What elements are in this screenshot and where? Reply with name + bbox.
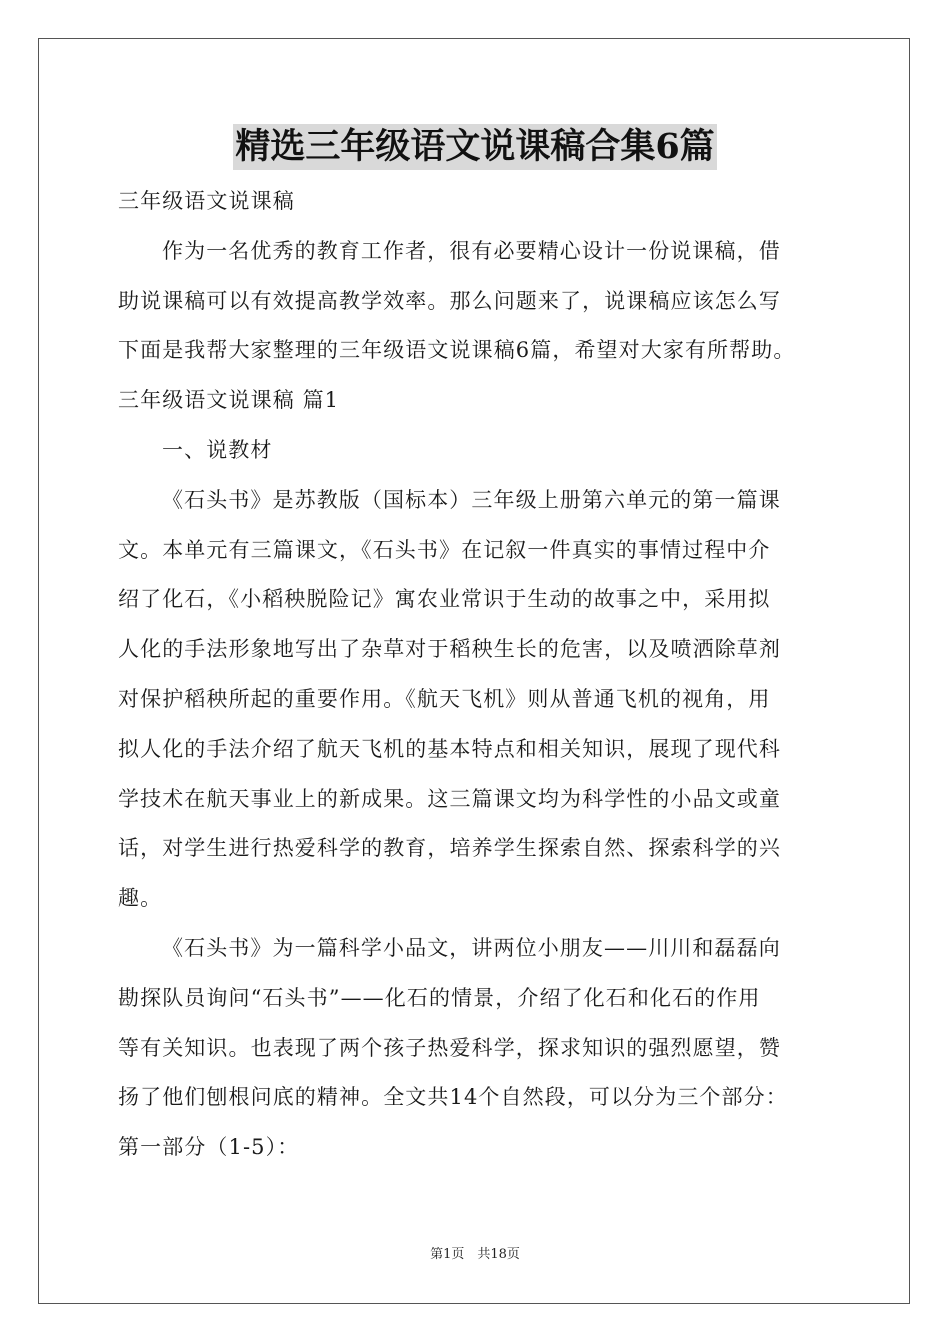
text-line[interactable]: 《石头书》是苏教版（国标本）三年级上册第六单元的第一篇课 [162, 487, 781, 512]
text-line[interactable]: 第一部分（1-5）： [118, 1135, 300, 1160]
text-line[interactable]: 下面是我帮大家整理的三年级语文说课稿6篇，希望对大家有所帮助。 [118, 338, 796, 363]
document-body[interactable] [118, 177, 858, 1173]
text-line[interactable]: 话，对学生进行热爱科学的教育，培养学生探索自然、探索科学的兴 [118, 836, 781, 861]
page-footer: 第1页 共18页 [430, 1247, 520, 1262]
text-line[interactable]: 一、说教材 [162, 437, 273, 462]
text-line[interactable]: 对保护稻秧所起的重要作用。《航天飞机》则从普通飞机的视角，用 [118, 686, 771, 711]
text-line[interactable]: 勘探队员询问“石头书”——化石的情景，介绍了化石和化石的作用 [118, 985, 761, 1010]
text-line[interactable]: 《石头书》为一篇科学小品文，讲两位小朋友——川川和磊磊向 [162, 935, 781, 960]
text-line[interactable]: 趣。 [118, 886, 163, 911]
text-line[interactable]: 等有关知识。也表现了两个孩子热爱科学，探求知识的强烈愿望，赞 [118, 1035, 781, 1060]
text-line[interactable]: 作为一名优秀的教育工作者，很有必要精心设计一份说课稿，借 [162, 238, 781, 263]
text-line[interactable]: 文。本单元有三篇课文，《石头书》在记叙一件真实的事情过程中介 [118, 537, 771, 562]
text-line[interactable]: 三年级语文说课稿 [118, 189, 295, 213]
text-line[interactable]: 绍了化石，《小稻秧脱险记》寓农业常识于生动的故事之中，采用拟 [118, 587, 771, 612]
text-line[interactable]: 学技术在航天事业上的新成果。这三篇课文均为科学性的小品文或童 [118, 786, 781, 811]
title-container [0, 124, 950, 170]
text-line[interactable]: 助说课稿可以有效提高教学效率。那么问题来了，说课稿应该怎么写 [118, 288, 781, 313]
text-line[interactable]: 三年级语文说课稿 篇1 [118, 388, 340, 413]
document-title[interactable]: 精选三年级语文说课稿合集6篇 [233, 124, 716, 170]
text-line[interactable]: 扬了他们刨根问底的精神。全文共14个自然段，可以分为三个部分： [118, 1085, 788, 1110]
text-line[interactable]: 拟人化的手法介绍了航天飞机的基本特点和相关知识，展现了现代科 [118, 736, 781, 761]
text-line[interactable]: 人化的手法形象地写出了杂草对于稻秧生长的危害，以及喷洒除草剂 [118, 637, 781, 662]
